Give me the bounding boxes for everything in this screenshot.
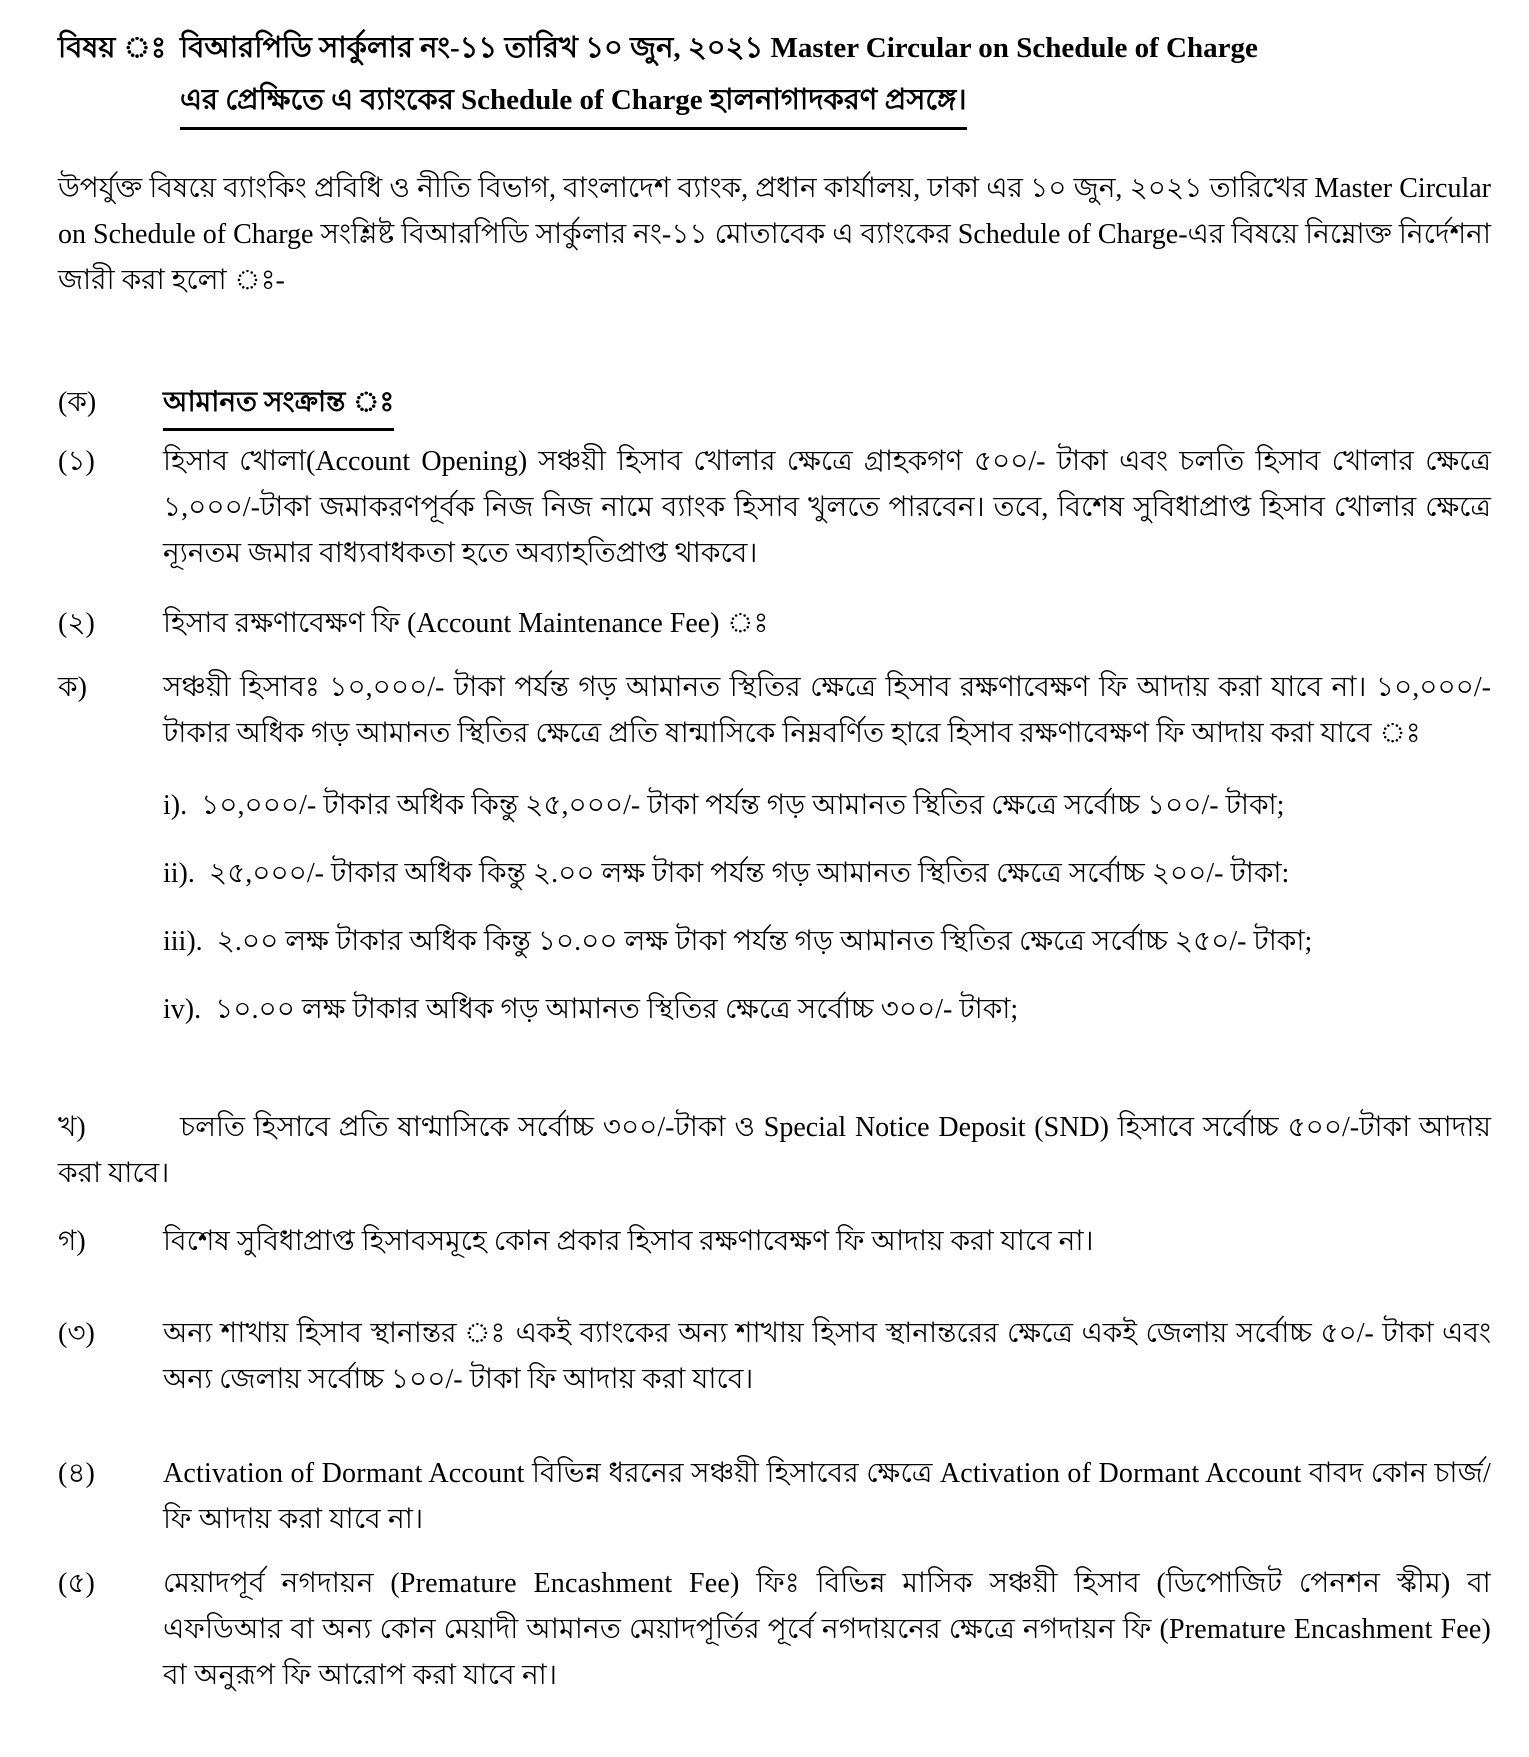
roman-item-iv xyxy=(163,987,1491,1033)
roman-item-ii-text: ২৫,০০০/- টাকার অধিক কিন্তু ২.০০ লক্ষ টাকা পর্যন্ত গড় আমানত স্থিতির ক্ষেত্রে সর্বোচ্চ ২০০/- টাকা: xyxy=(208,858,1290,889)
subject-line-2-wrap xyxy=(180,74,1491,130)
roman-item-i-text: ১০,০০০/- টাকার অধিক কিন্তু ২৫,০০০/- টাকা পর্যন্ত গড় আমানত স্থিতির ক্ষেত্রে সর্বোচ্চ ১০০/- টাকা; xyxy=(201,790,1285,821)
item-3-marker: (৩) xyxy=(58,1318,95,1349)
item-3 xyxy=(58,1311,1491,1403)
roman-item-ii xyxy=(163,851,1491,897)
item-2c xyxy=(58,1219,1491,1265)
section-a-heading: আমানত সংক্রান্ত ঃ xyxy=(163,380,394,431)
item-2c-text: বিশেষ সুবিধাপ্রাপ্ত হিসাবসমূহে কোন প্রকার হিসাব রক্ষণাবেক্ষণ ফি আদায় করা যাবে না। xyxy=(163,1226,1094,1257)
item-1-text: হিসাব খোলা(Account Opening) সঞ্চয়ী হিসাব খোলার ক্ষেত্রে গ্রাহকগণ ৫০০/- টাকা এবং চলতি হিসাব খোলার ক্ষেত্রে ১,০০০/-টাকা জমাকরণপূর্বক নিজ নিজ নামে ব্যাংক হিসাব খুলতে পারবেন। তবে, বিশেষ সুবিধাপ্রাপ্ত হিসাব খোলার ক্ষেত্রে ন্যূনতম জমার বাধ্যবাধকতা হতে অব্যাহতিপ্রাপ্ত থাকবে। xyxy=(163,446,1491,569)
roman-item-iv-marker: iv). xyxy=(163,994,202,1025)
intro-paragraph: উপর্যুক্ত বিষয়ে ব্যাংকিং প্রবিধি ও নীতি বিভাগ, বাংলাদেশ ব্যাংক, প্রধান কার্যালয়, ঢাকা এর ১০ জুন, ২০২১ তারিখের Master Circular on Schedule of Charge সংশ্লিষ্ট বিআরপিডি সার্কুলার নং-১১ মোতাবেক এ ব্যাংকের Schedule of Charge-এর বিষয়ে নিম্নোক্ত নির্দেশনা জারী করা হলো ঃ- xyxy=(58,173,1491,296)
subject-label: বিষয় ঃ xyxy=(58,32,167,64)
roman-sublist xyxy=(163,783,1491,1033)
item-2b-marker: খ) xyxy=(58,1112,86,1143)
item-2c-marker: গ) xyxy=(58,1226,86,1257)
item-3-text: অন্য শাখায় হিসাব স্থানান্তর ঃ একই ব্যাংকের অন্য শাখায় হিসাব স্থানান্তরের ক্ষেত্রে একই জেলায় সর্বোচ্চ ৫০/- টাকা এবং অন্য জেলায় সর্বোচ্চ ১০০/- টাকা ফি আদায় করা যাবে। xyxy=(163,1318,1491,1395)
item-2a-marker: ক) xyxy=(58,672,87,703)
roman-item-i xyxy=(163,783,1491,829)
roman-item-iv-text: ১০.০০ লক্ষ টাকার অধিক গড় আমানত স্থিতির ক্ষেত্রে সর্বোচ্চ ৩০০/- টাকা; xyxy=(215,994,1019,1025)
item-2 xyxy=(58,601,1491,647)
section-a xyxy=(58,380,1491,431)
item-5-marker: (৫) xyxy=(58,1568,95,1599)
item-5-text: মেয়াদপূর্ব নগদায়ন (Premature Encashment Fee) ফিঃ বিভিন্ন মাসিক সঞ্চয়ী হিসাব (ডিপোজিট পেনশন স্কীম) বা এফডিআর বা অন্য কোন মেয়াদী আমানত মেয়াদপূর্তির পূর্বে নগদায়নের ক্ষেত্রে নগদায়ন ফি (Premature Encashment Fee) বা অনুরূপ ফি আরোপ করা যাবে না। xyxy=(163,1568,1491,1691)
item-4 xyxy=(58,1451,1491,1543)
item-2a-text: সঞ্চয়ী হিসাবঃ ১০,০০০/- টাকা পর্যন্ত গড় আমানত স্থিতির ক্ষেত্রে হিসাব রক্ষণাবেক্ষণ ফি আদায় করা যাবে না। ১০,০০০/- টাকার অধিক গড় আমানত স্থিতির ক্ষেত্রে প্রতি ষান্মাসিকে নিম্নবর্ণিত হারে হিসাব রক্ষণাবেক্ষণ ফি আদায় করা যাবে ঃ xyxy=(163,672,1491,749)
item-2-marker: (২) xyxy=(58,608,95,639)
roman-item-iii-marker: iii). xyxy=(163,926,203,957)
item-2b-text: চলতি হিসাবে প্রতি ষাণ্মাসিকে সর্বোচ্চ ৩০০/-টাকা ও Special Notice Deposit (SND) হিসাবে সর্বোচ্চ ৫০০/-টাকা আদায় করা যাবে। xyxy=(58,1112,1491,1189)
item-2b xyxy=(58,1105,1491,1197)
roman-item-ii-marker: ii). xyxy=(163,858,195,889)
item-4-text: Activation of Dormant Account বিভিন্ন ধরনের সঞ্চয়ী হিসাবের ক্ষেত্রে Activation of Dormant Account বাবদ কোন চার্জ/ফি আদায় করা যাবে না। xyxy=(163,1458,1491,1535)
item-5 xyxy=(58,1561,1491,1699)
roman-item-i-marker: i). xyxy=(163,790,188,821)
item-1-marker: (১) xyxy=(58,446,95,477)
subject-block xyxy=(58,22,1491,130)
roman-item-iii-text: ২.০০ লক্ষ টাকার অধিক কিন্তু ১০.০০ লক্ষ টাকা পর্যন্ত গড় আমানত স্থিতির ক্ষেত্রে সর্বোচ্চ ২৫০/- টাকা; xyxy=(216,926,1313,957)
item-2a xyxy=(58,665,1491,757)
item-4-marker: (৪) xyxy=(58,1458,95,1489)
item-1 xyxy=(58,439,1491,577)
item-2-text: হিসাব রক্ষণাবেক্ষণ ফি (Account Maintenance Fee) ঃ xyxy=(163,608,769,639)
section-a-heading-wrap xyxy=(163,380,1491,431)
section-a-marker: (ক) xyxy=(58,387,97,418)
subject-line-2: এর প্রেক্ষিতে এ ব্যাংকের Schedule of Charge হালনাগাদকরণ প্রসঙ্গে। xyxy=(180,74,967,130)
subject-line-1: বিআরপিডি সার্কুলার নং-১১ তারিখ ১০ জুন, ২০২১ Master Circular on Schedule of Charge xyxy=(180,32,1258,64)
roman-item-iii xyxy=(163,919,1491,965)
subject-text xyxy=(180,22,1491,130)
